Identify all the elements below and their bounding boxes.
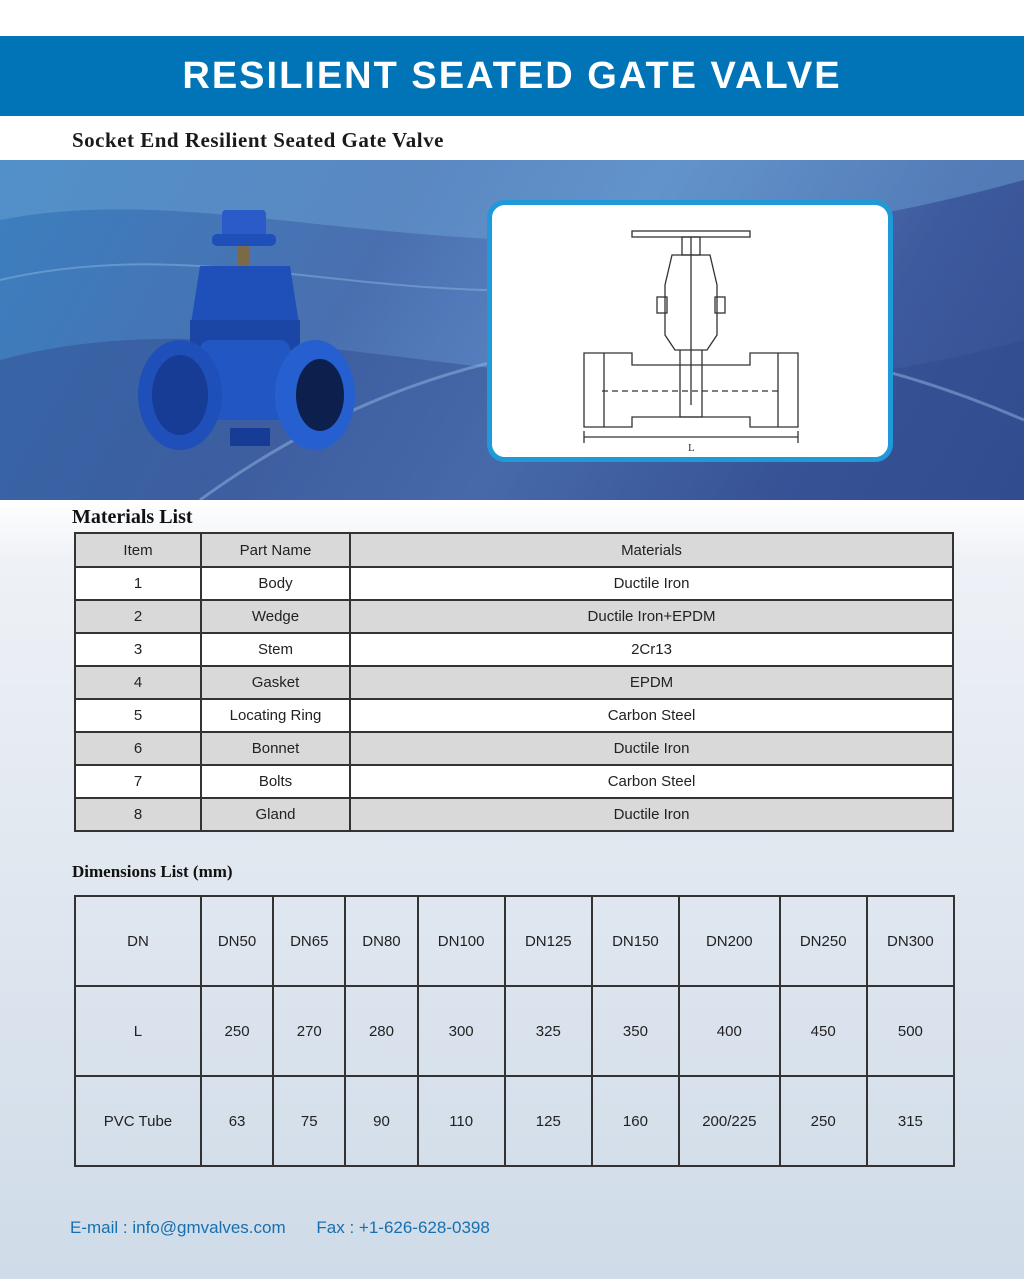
- table-row: [75, 765, 953, 798]
- dimension-cell: DN: [75, 896, 201, 986]
- material-cell: Ductile Iron: [350, 798, 953, 831]
- material-cell: 2Cr13: [350, 633, 953, 666]
- part-name-cell: Gland: [201, 798, 350, 831]
- dimension-cell: DN100: [418, 896, 505, 986]
- item-cell: 7: [75, 765, 201, 798]
- table-header-row: [75, 533, 953, 567]
- table-row: [75, 798, 953, 831]
- item-cell: 1: [75, 567, 201, 600]
- part-name-cell: Wedge: [201, 600, 350, 633]
- page-title: RESILIENT SEATED GATE VALVE: [182, 54, 842, 97]
- gate-valve-photo: [130, 200, 360, 480]
- dimension-cell: 300: [418, 986, 505, 1076]
- item-cell: 3: [75, 633, 201, 666]
- header-materials: Materials: [350, 533, 953, 567]
- valve-technical-drawing: [492, 205, 888, 457]
- dimension-cell: DN300: [867, 896, 954, 986]
- part-name-cell: Gasket: [201, 666, 350, 699]
- dimension-cell: 125: [505, 1076, 592, 1166]
- hero-banner: [0, 160, 1024, 500]
- material-cell: Ductile Iron: [350, 732, 953, 765]
- dimension-cell: 75: [273, 1076, 345, 1166]
- dimension-row-pvc-tube: [75, 1076, 954, 1166]
- dimension-cell: 110: [418, 1076, 505, 1166]
- material-cell: Carbon Steel: [350, 765, 953, 798]
- material-cell: Ductile Iron: [350, 567, 953, 600]
- table-row: [75, 567, 953, 600]
- part-name-cell: Bonnet: [201, 732, 350, 765]
- material-cell: Carbon Steel: [350, 699, 953, 732]
- contact-footer: [70, 1218, 516, 1238]
- dimension-cell: DN65: [273, 896, 345, 986]
- part-name-cell: Locating Ring: [201, 699, 350, 732]
- header-item: Item: [75, 533, 201, 567]
- dimension-row-l: [75, 986, 954, 1076]
- dimension-cell: L: [75, 986, 201, 1076]
- dimension-row-dn: [75, 896, 954, 986]
- table-row: [75, 633, 953, 666]
- subtitle: Socket End Resilient Seated Gate Valve: [72, 128, 444, 152]
- part-name-cell: Bolts: [201, 765, 350, 798]
- dimension-cell: 250: [780, 1076, 867, 1166]
- part-name-cell: Stem: [201, 633, 350, 666]
- header-part-name: Part Name: [201, 533, 350, 567]
- fax-text: Fax : +1-626-628-0398: [316, 1218, 490, 1237]
- dimension-cell: 90: [345, 1076, 417, 1166]
- dimension-cell: DN150: [592, 896, 679, 986]
- dimension-cell: DN200: [679, 896, 780, 986]
- dimension-cell: 500: [867, 986, 954, 1076]
- dimension-cell: DN250: [780, 896, 867, 986]
- dimension-cell: 450: [780, 986, 867, 1076]
- dimension-cell: 325: [505, 986, 592, 1076]
- part-name-cell: Body: [201, 567, 350, 600]
- title-band: [0, 36, 1024, 116]
- dimension-cell: PVC Tube: [75, 1076, 201, 1166]
- item-cell: 2: [75, 600, 201, 633]
- dimensions-list-title: Dimensions List (mm): [72, 862, 233, 881]
- dimension-cell: 350: [592, 986, 679, 1076]
- materials-table: [74, 532, 954, 832]
- materials-list-title: Materials List: [72, 506, 193, 528]
- dimension-cell: 250: [201, 986, 273, 1076]
- technical-drawing-card: [487, 200, 893, 462]
- dimension-cell: DN50: [201, 896, 273, 986]
- dimensions-table: [74, 895, 955, 1167]
- dimension-cell: 63: [201, 1076, 273, 1166]
- dimension-cell: 160: [592, 1076, 679, 1166]
- item-cell: 6: [75, 732, 201, 765]
- dimension-cell: 315: [867, 1076, 954, 1166]
- item-cell: 8: [75, 798, 201, 831]
- material-cell: Ductile Iron+EPDM: [350, 600, 953, 633]
- item-cell: 4: [75, 666, 201, 699]
- table-row: [75, 600, 953, 633]
- email-link[interactable]: E-mail : info@gmvalves.com: [70, 1218, 286, 1237]
- table-row: [75, 666, 953, 699]
- dimension-cell: DN80: [345, 896, 417, 986]
- table-row: [75, 699, 953, 732]
- material-cell: EPDM: [350, 666, 953, 699]
- item-cell: 5: [75, 699, 201, 732]
- dimension-cell: 200/225: [679, 1076, 780, 1166]
- dimension-cell: DN125: [505, 896, 592, 986]
- table-row: [75, 732, 953, 765]
- dimension-cell: 400: [679, 986, 780, 1076]
- dimension-cell: 270: [273, 986, 345, 1076]
- dimension-cell: 280: [345, 986, 417, 1076]
- dimension-label: L: [688, 442, 695, 454]
